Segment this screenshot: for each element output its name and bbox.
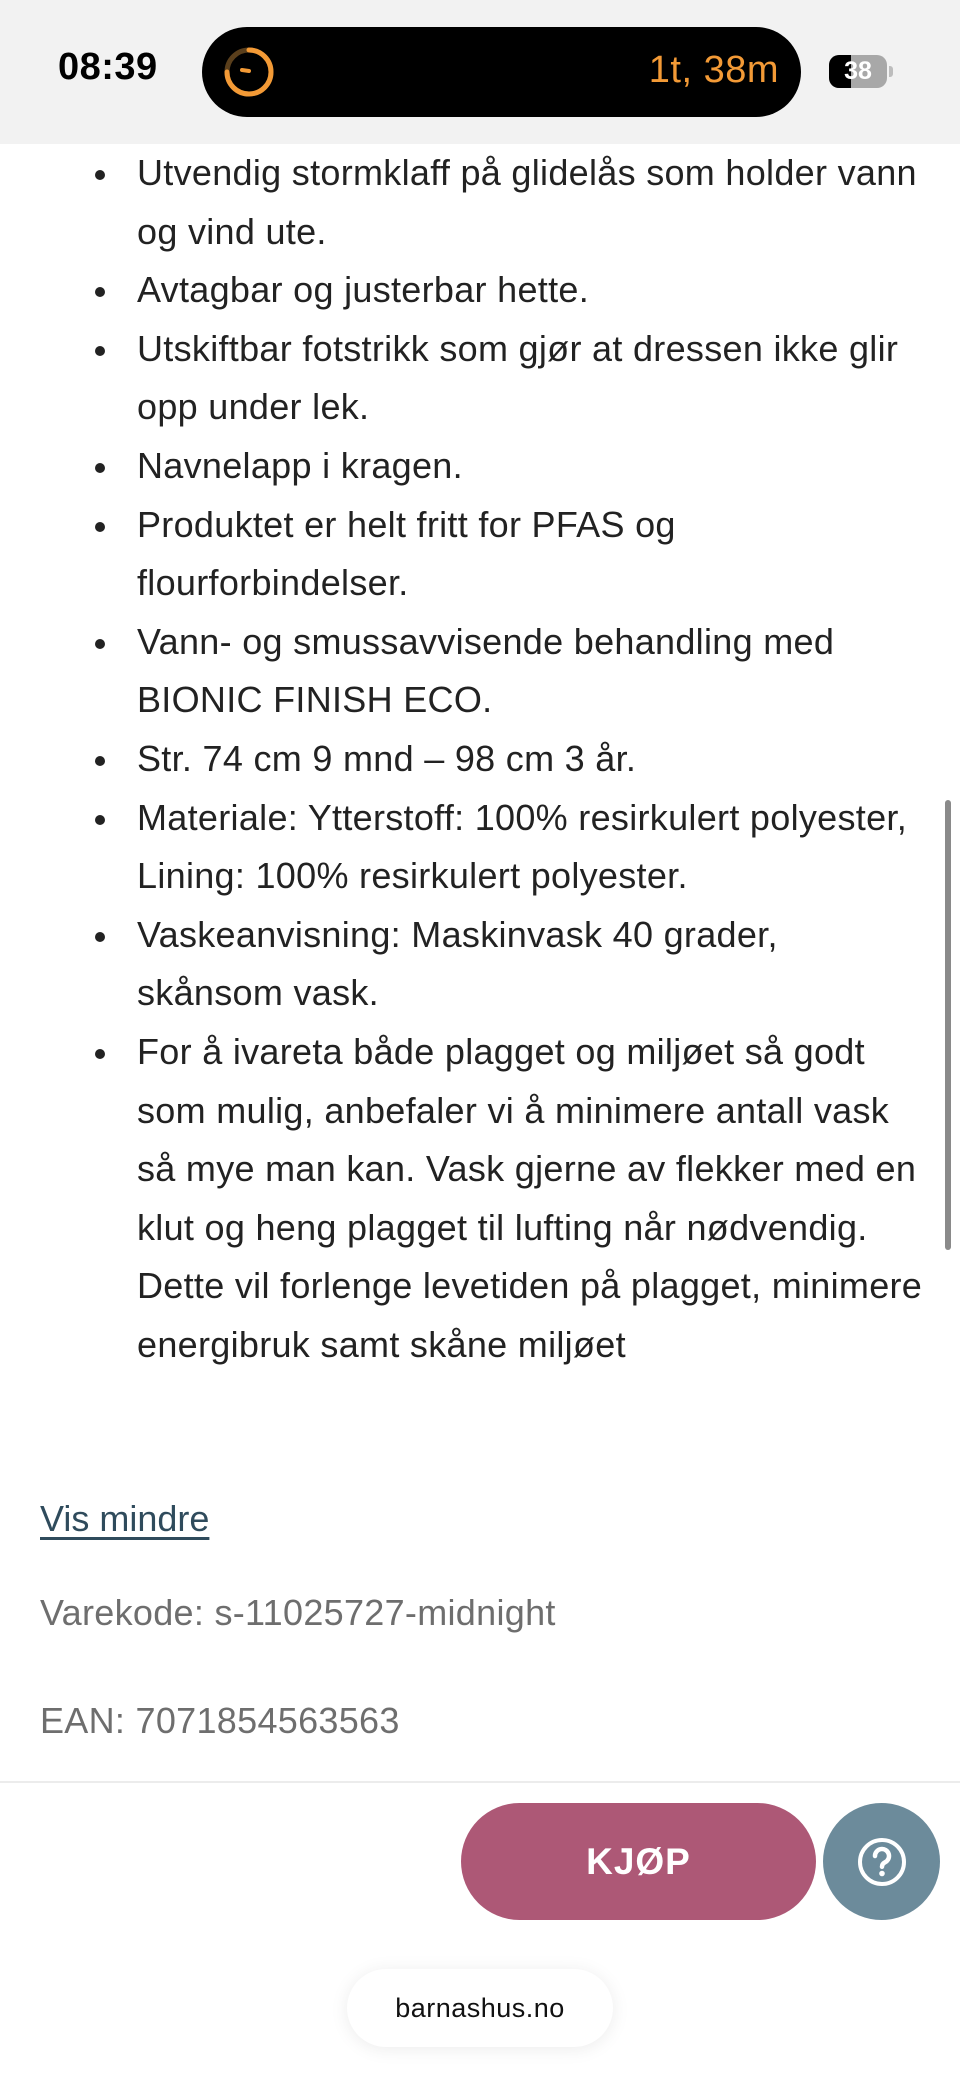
address-bar[interactable]: barnashus.no bbox=[347, 1969, 613, 2047]
battery-icon bbox=[829, 55, 887, 88]
feature-item: Utvendig stormklaff på glidelås som holder vann og vind ute. bbox=[0, 144, 930, 261]
timer-icon bbox=[222, 45, 276, 99]
dynamic-island-live-activity[interactable] bbox=[202, 27, 801, 117]
feature-item: Vann- og smussavvisende behandling med BIONIC FINISH ECO. bbox=[0, 613, 930, 730]
feature-item: For å ivareta både plagget og miljøet så godt som mulig, anbefaler vi å minimere antall vask så mye man kan. Vask gjerne av flekker med en klut og heng plagget til lufting når nødvendig. Dette vil forlenge levetiden på plagget, minimere energibruk samt skåne miljøet bbox=[0, 1023, 930, 1375]
status-time: 08:39 bbox=[58, 46, 158, 88]
buy-button[interactable]: KJØP bbox=[461, 1803, 816, 1920]
show-less-link[interactable]: Vis mindre bbox=[40, 1498, 210, 1539]
scrollbar[interactable] bbox=[945, 800, 951, 1250]
feature-item: Utskiftbar fotstrikk som gjør at dressen ikke glir opp under lek. bbox=[0, 320, 930, 437]
feature-item: Produktet er helt fritt for PFAS og flourforbindelser. bbox=[0, 496, 930, 613]
status-bar bbox=[0, 0, 960, 144]
timer-remaining: 1t, 38m bbox=[648, 49, 779, 91]
help-button[interactable] bbox=[823, 1803, 940, 1920]
feature-item: Str. 74 cm 9 mnd – 98 cm 3 år. bbox=[0, 730, 930, 789]
feature-item: Materiale: Ytterstoff: 100% resirkulert polyester, Lining: 100% resirkulert polyester. bbox=[0, 789, 930, 906]
product-ean: EAN: 7071854563563 bbox=[40, 1700, 400, 1741]
battery-tip bbox=[889, 66, 893, 77]
question-circle-icon bbox=[855, 1835, 909, 1889]
feature-item: Navnelapp i kragen. bbox=[0, 437, 930, 496]
feature-item: Vaskeanvisning: Maskinvask 40 grader, skånsom vask. bbox=[0, 906, 930, 1023]
product-sku: Varekode: s-11025727-midnight bbox=[40, 1592, 556, 1633]
feature-item: Avtagbar og justerbar hette. bbox=[0, 261, 930, 320]
battery-level: 38 bbox=[844, 57, 872, 85]
feature-list bbox=[0, 144, 930, 1374]
divider bbox=[0, 1781, 960, 1783]
